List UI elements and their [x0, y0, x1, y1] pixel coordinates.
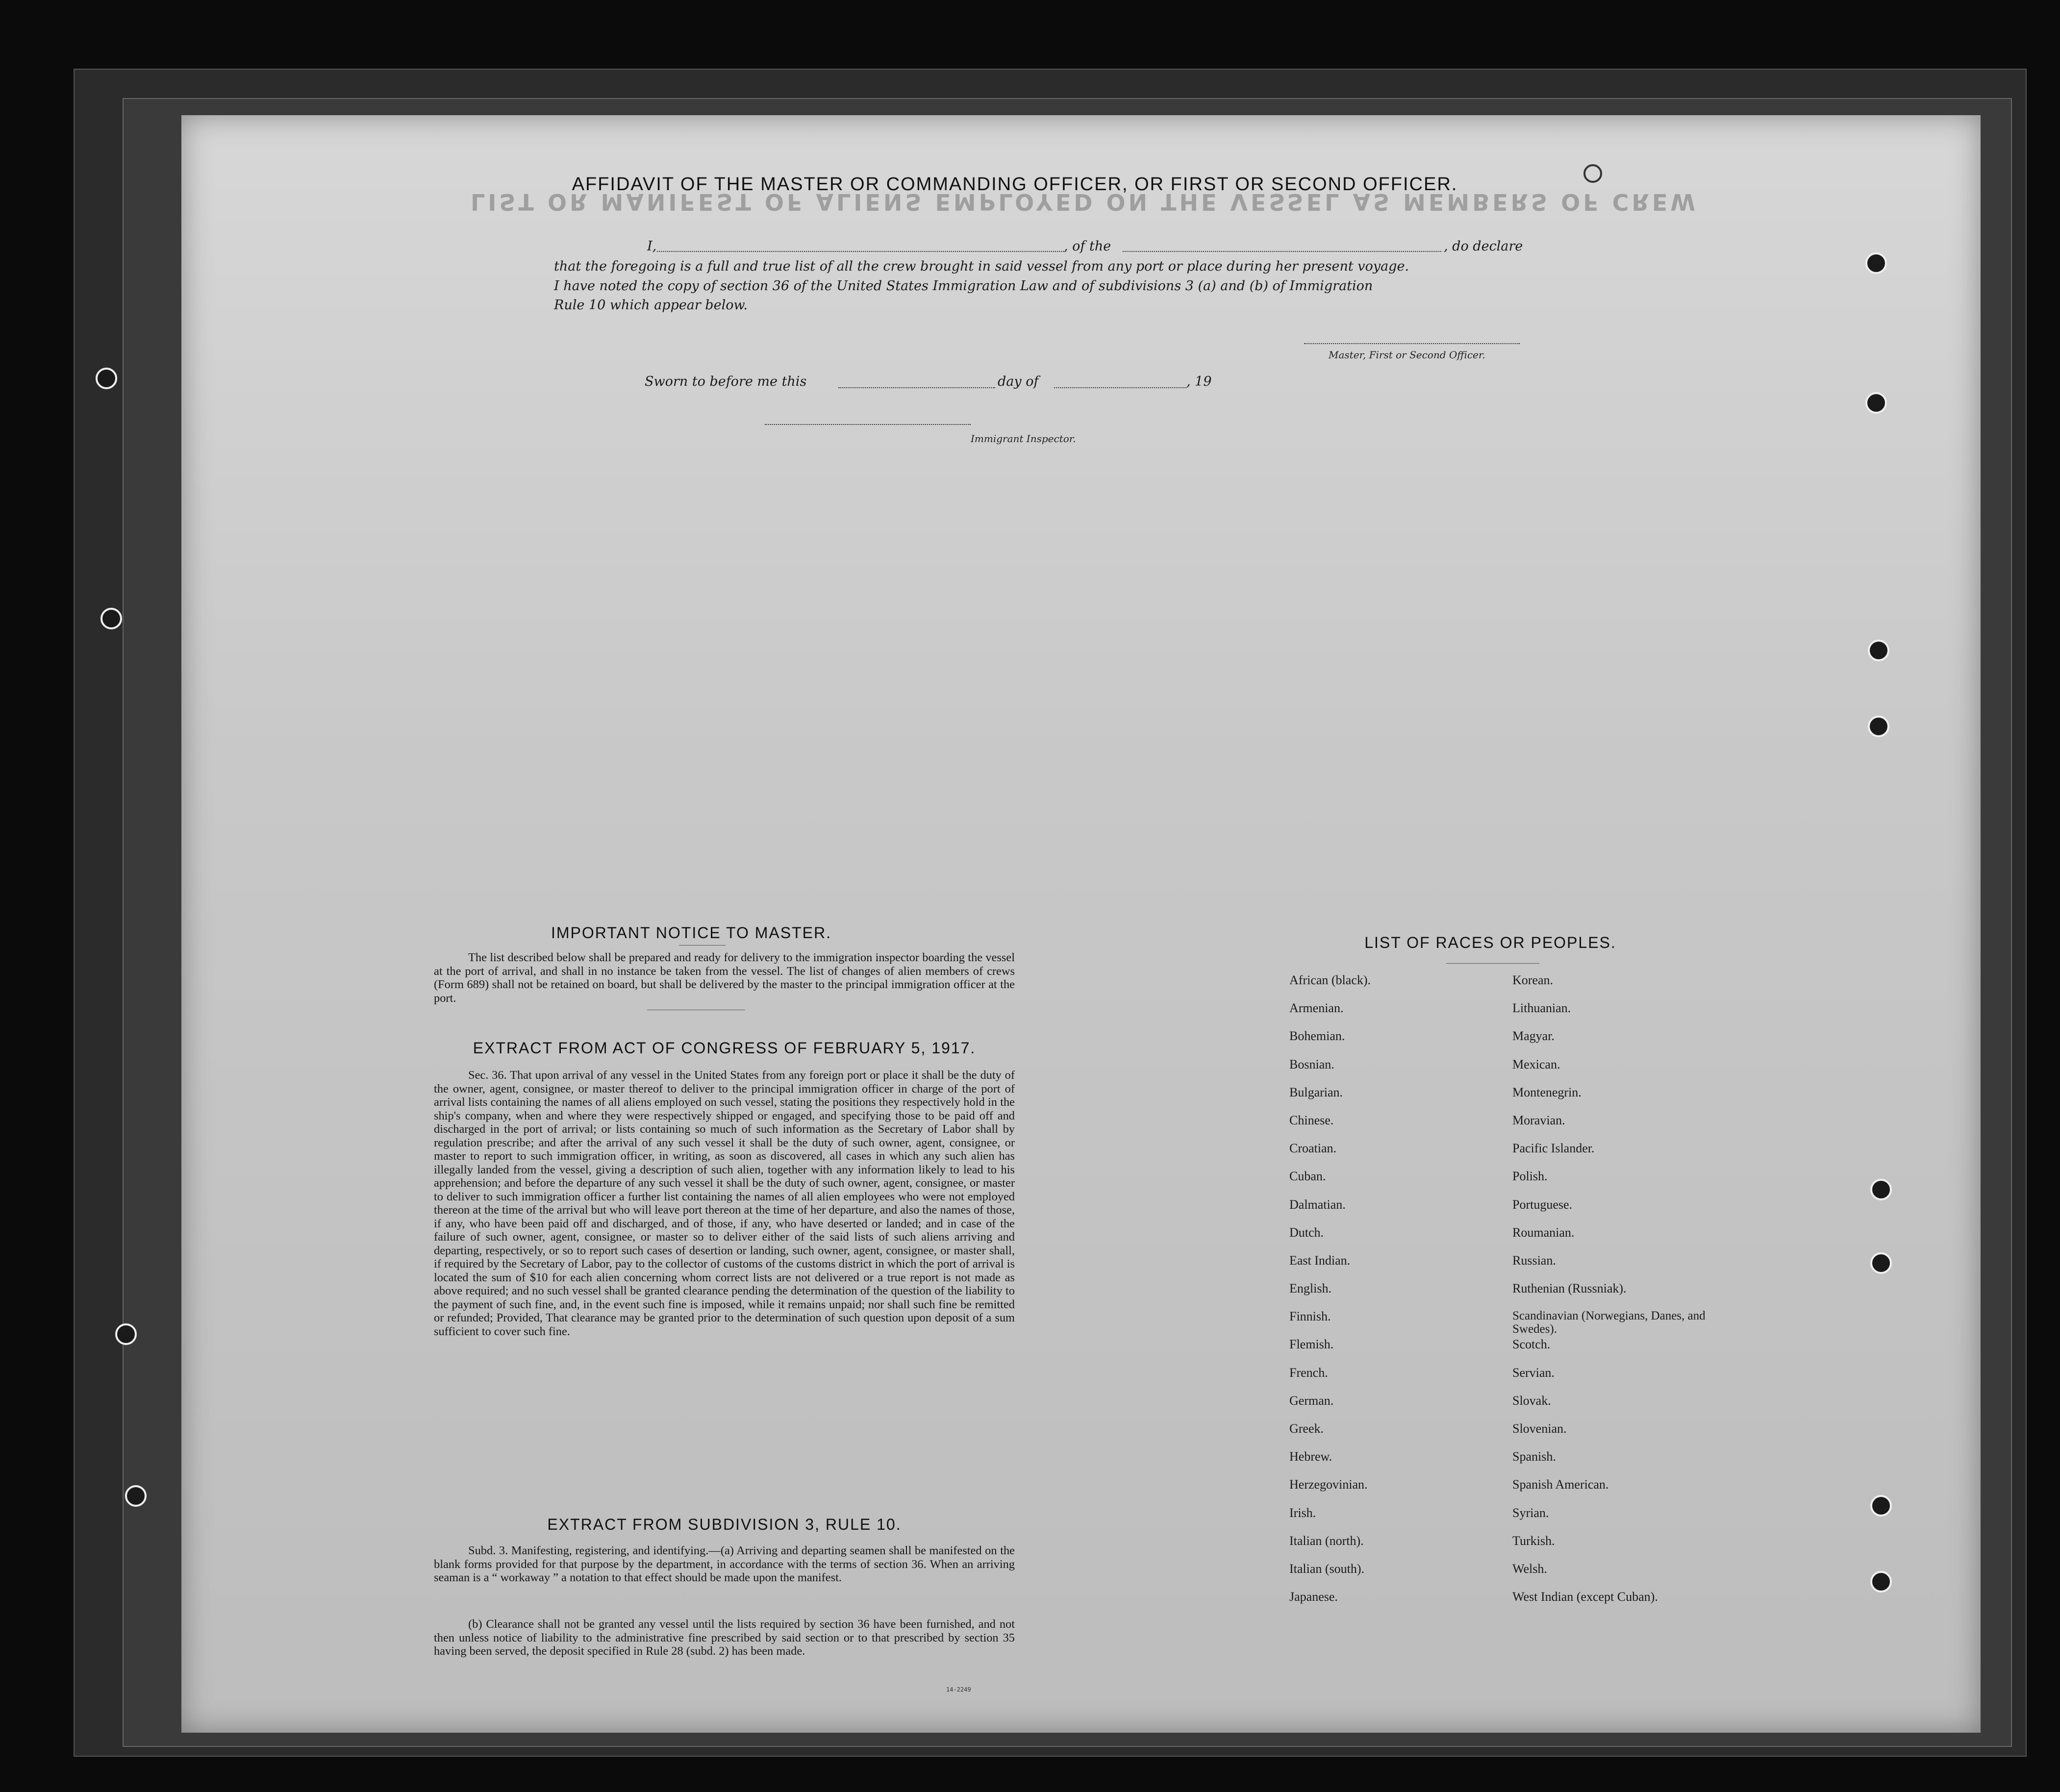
race-item: Scotch.	[1512, 1337, 1551, 1352]
race-item: Ruthenian (Russniak).	[1512, 1281, 1627, 1296]
rule-extract-title: EXTRACT FROM SUBDIVISION 3, RULE 10.	[547, 1516, 902, 1533]
binder-hole-icon	[115, 1323, 137, 1345]
race-item: Slovak.	[1512, 1393, 1551, 1408]
race-item: Finnish.	[1289, 1309, 1331, 1324]
title-rule	[679, 945, 726, 946]
rule-extract-text-a: Subd. 3. Manifesting, registering, and identifying.—(a) Arriving and departing seamen shall be manifested on the blank forms provided for that purpose by the department, in accordance with the terms of section 36. When an arriving seaman is a “ workaway ” a notation to that effect should be made upon the manifest.	[434, 1544, 1015, 1584]
race-item: Syrian.	[1512, 1505, 1549, 1520]
race-item: Dutch.	[1289, 1225, 1324, 1240]
name-blank	[657, 251, 1064, 252]
sworn-day-blank	[838, 387, 995, 388]
race-item: Servian.	[1512, 1365, 1555, 1380]
binder-hole-icon	[1868, 640, 1889, 661]
race-item: Roumanian.	[1512, 1225, 1575, 1240]
affidavit-declare: , do declare	[1444, 239, 1523, 254]
affidavit-i: I,	[647, 239, 657, 254]
races-column-2	[1512, 973, 1728, 1618]
binder-hole-icon	[1868, 716, 1889, 737]
vessel-blank	[1123, 251, 1441, 252]
race-item: Pacific Islander.	[1512, 1141, 1595, 1156]
binder-hole-icon	[1870, 1571, 1892, 1593]
race-item: Cuban.	[1289, 1169, 1326, 1184]
ghost-heading: LIST OR MANIFEST OF ALIENS EMPLOYED ON THE VESSEL AS MEMBERS OF CREW	[471, 189, 1699, 215]
race-item: Polish.	[1512, 1169, 1548, 1184]
race-item: West Indian (except Cuban).	[1512, 1590, 1658, 1604]
binder-hole-icon	[96, 368, 117, 389]
master-signature-line	[1304, 343, 1520, 344]
sworn-year: , 19	[1186, 374, 1212, 389]
form-number: 14-2249	[946, 1686, 971, 1693]
act-extract-title: EXTRACT FROM ACT OF CONGRESS OF FEBRUARY 5, 1917.	[473, 1039, 976, 1057]
race-item: French.	[1289, 1365, 1328, 1380]
race-item: Greek.	[1289, 1421, 1324, 1436]
race-item: Bohemian.	[1289, 1029, 1345, 1044]
binder-hole-icon	[125, 1485, 147, 1507]
affidavit-line4: Rule 10 which appear below.	[554, 298, 748, 313]
races-rule	[1446, 963, 1539, 964]
race-item: Korean.	[1512, 973, 1554, 987]
affidavit-line3: I have noted the copy of section 36 of the United States Immigration Law and of subdivisions 3 (a) and (b) of Immigration	[554, 278, 1373, 294]
race-item: Bosnian.	[1289, 1057, 1334, 1071]
race-item: African (black).	[1289, 973, 1371, 987]
race-item: Bulgarian.	[1289, 1085, 1343, 1099]
binder-hole-icon	[1865, 392, 1887, 414]
race-item: Irish.	[1289, 1505, 1316, 1520]
races-title: LIST OF RACES OR PEOPLES.	[1364, 934, 1616, 951]
race-item: Welsh.	[1512, 1561, 1547, 1576]
race-item: Croatian.	[1289, 1141, 1337, 1156]
sworn-month-blank	[1054, 387, 1186, 388]
race-item: Spanish American.	[1512, 1477, 1609, 1492]
race-item: Scandinavian (Norwegians, Danes, and Swedes).	[1512, 1309, 1706, 1336]
race-item: Dalmatian.	[1289, 1197, 1346, 1212]
race-item: Russian.	[1512, 1253, 1556, 1268]
sworn-day-of: day of	[998, 374, 1039, 389]
master-signature-label: Master, First or Second Officer.	[1329, 349, 1485, 361]
notice-text: The list described below shall be prepared and ready for delivery to the immigration inspector boarding the vessel at the port of arrival, and shall in no instance be taken from the vessel. The list of changes of alien members of crews (Form 689) shall not be retained on board, but shall be delivered by the master to the principal immigration officer at the port.	[434, 951, 1015, 1005]
race-item: Italian (north).	[1289, 1533, 1364, 1548]
inspector-signature-line	[765, 424, 971, 425]
race-item: Magyar.	[1512, 1029, 1555, 1044]
rule-extract-text-b: (b) Clearance shall not be granted any vessel until the lists required by section 36 have been furnished, and not then unless notice of liability to the administrative fine prescribed by said section or to that prescribed by section 35 having been served, the deposit specified in Rule 28 (subd. 2) has been made.	[434, 1618, 1015, 1658]
race-item: Flemish.	[1289, 1337, 1334, 1352]
race-item: Lithuanian.	[1512, 1001, 1571, 1016]
race-item: Slovenian.	[1512, 1421, 1567, 1436]
binder-hole-icon	[1865, 252, 1887, 274]
binder-hole-icon	[100, 608, 122, 629]
notice-title: IMPORTANT NOTICE TO MASTER.	[551, 924, 831, 942]
race-item: Italian (south).	[1289, 1561, 1365, 1576]
race-item: Portuguese.	[1512, 1197, 1573, 1212]
race-item: Montenegrin.	[1512, 1085, 1582, 1099]
affidavit-of-the: , of the	[1064, 239, 1111, 254]
inspector-label: Immigrant Inspector.	[971, 433, 1076, 445]
sworn-text: Sworn to before me this	[645, 374, 807, 389]
race-item: German.	[1289, 1393, 1334, 1408]
affidavit-line2: that the foregoing is a full and true list of all the crew brought in said vessel from any port or place during her present voyage.	[554, 259, 1409, 274]
race-item: Japanese.	[1289, 1590, 1338, 1604]
race-item: Hebrew.	[1289, 1449, 1332, 1464]
race-item: Moravian.	[1512, 1113, 1565, 1127]
race-item: Herzegovinian.	[1289, 1477, 1368, 1492]
race-item: Mexican.	[1512, 1057, 1560, 1071]
affidavit-title: AFFIDAVIT OF THE MASTER OR COMMANDING OFFICER, OR FIRST OR SECOND OFFICER.	[572, 174, 1458, 195]
race-item: East Indian.	[1289, 1253, 1351, 1268]
race-item: Armenian.	[1289, 1001, 1344, 1016]
races-column-1	[1289, 973, 1495, 1618]
race-item: English.	[1289, 1281, 1331, 1296]
act-extract-text: Sec. 36. That upon arrival of any vessel in the United States from any foreign port or place it shall be the duty of the owner, agent, consignee, or master thereof to deliver to the principal immigration officer in charge of the port of arrival lists containing the names of all aliens employed on such vessel, stating the positions they respectively hold in the ship's company, when and where they were respectively shipped or engaged, and specifying those to be paid off and discharged in the port of arrival; or lists containing so much of such information as the Secretary of Labor shall by regulation prescribe; and after the arrival of any such vessel it shall be the duty of such owner, agent, consignee, or master to report to such immigration officer, in writing, as soon as discovered, all cases in which any such alien has illegally landed from the vessel, giving a description of such alien, together with any information likely to lead to his apprehension; and before the departure of any such vessel it shall be the duty of such owner, agent, consignee, or master to deliver to such immigration officer a further list containing the names of all alien employees who were not employed thereon at the time of the arrival but who will leave port thereon at the time of her departure, and also the names of those, if any, who have been paid off and discharged, and of those, if any, who have deserted or landed; and in case of the failure of such owner, agent, consignee, or master so to deliver either of the said lists of such aliens arriving and departing, respectively, or so to report such cases of desertion or landing, such owner, agent, consignee, or master shall, if required by the Secretary of Labor, pay to the collector of customs of the customs district in which the port of arrival is located the sum of $10 for each alien concerning whom correct lists are not delivered or a true report is not made as above required; and no such vessel shall be granted clearance pending the determination of the question of the liability to the payment of such fine, and, in the event such fine is imposed, while it remains unpaid; nor shall such fine be remitted or refunded; Provided, That clearance may be granted prior to the determination of such question upon deposit of a sum sufficient to cover such fine.	[434, 1069, 1015, 1338]
binder-hole-icon	[1870, 1252, 1892, 1274]
binder-hole-icon	[1870, 1495, 1892, 1517]
race-item: Spanish.	[1512, 1449, 1556, 1464]
race-item: Chinese.	[1289, 1113, 1334, 1127]
binder-hole-icon	[1870, 1179, 1892, 1200]
race-item: Turkish.	[1512, 1533, 1555, 1548]
